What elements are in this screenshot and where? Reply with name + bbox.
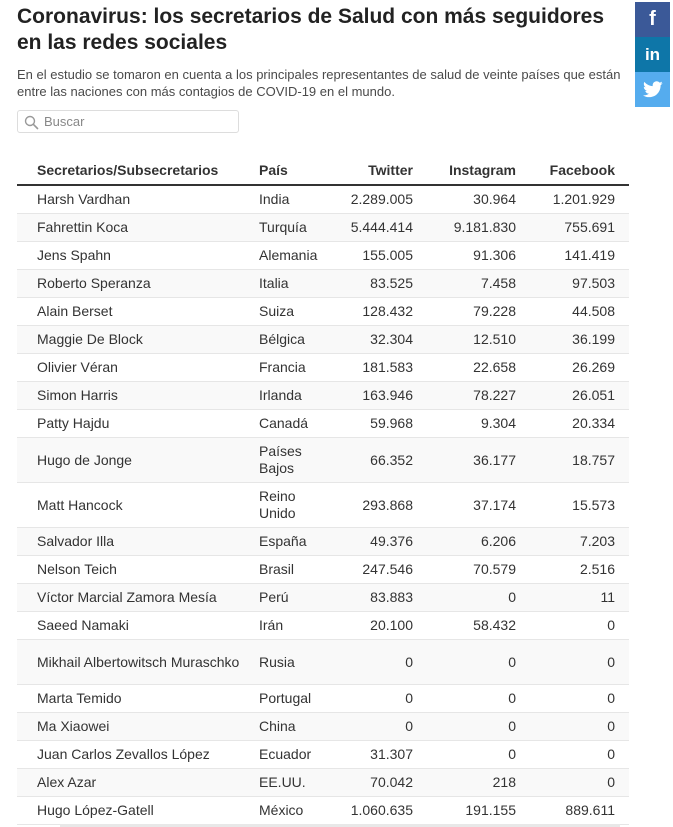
cell-instagram: 0 (413, 640, 516, 685)
cell-twitter: 20.100 (329, 612, 413, 640)
cell-country: India (259, 185, 329, 214)
linkedin-share-button[interactable] (635, 37, 670, 72)
cell-name: Hugo de Jonge (17, 438, 259, 483)
twitter-share-button[interactable] (635, 72, 670, 107)
cell-facebook: 7.203 (516, 528, 629, 556)
table-row (17, 769, 629, 797)
cell-instagram: 30.964 (413, 185, 516, 214)
table-row (17, 640, 629, 685)
cell-name: Salvador Illa (17, 528, 259, 556)
table-row (17, 483, 629, 528)
table-row (17, 354, 629, 382)
table-row (17, 410, 629, 438)
cell-country: Ecuador (259, 741, 329, 769)
cell-twitter: 70.042 (329, 769, 413, 797)
cell-twitter: 83.883 (329, 584, 413, 612)
header-name[interactable]: Secretarios/Subsecretarios (17, 156, 259, 185)
table-row (17, 242, 629, 270)
table-row (17, 713, 629, 741)
cell-name: Víctor Marcial Zamora Mesía (17, 584, 259, 612)
cell-instagram: 79.228 (413, 298, 516, 326)
cell-country: Países Bajos (259, 438, 329, 483)
cell-name: Simon Harris (17, 382, 259, 410)
cell-facebook: 755.691 (516, 214, 629, 242)
cell-country: Alemania (259, 242, 329, 270)
cell-facebook: 889.611 (516, 797, 629, 825)
cell-instagram: 0 (413, 584, 516, 612)
cell-country: Portugal (259, 685, 329, 713)
cell-facebook: 0 (516, 612, 629, 640)
table-row (17, 584, 629, 612)
cell-facebook: 1.201.929 (516, 185, 629, 214)
cell-country: China (259, 713, 329, 741)
cell-twitter: 1.060.635 (329, 797, 413, 825)
cell-twitter: 0 (329, 713, 413, 741)
cell-twitter: 49.376 (329, 528, 413, 556)
cell-instagram: 12.510 (413, 326, 516, 354)
cell-twitter: 2.289.005 (329, 185, 413, 214)
cell-instagram: 78.227 (413, 382, 516, 410)
linkedin-icon: in (644, 44, 661, 64)
cell-facebook: 0 (516, 685, 629, 713)
cell-facebook: 0 (516, 713, 629, 741)
cell-name: Jens Spahn (17, 242, 259, 270)
cell-country: Irlanda (259, 382, 329, 410)
cell-twitter: 83.525 (329, 270, 413, 298)
table-row (17, 741, 629, 769)
cell-facebook: 141.419 (516, 242, 629, 270)
cell-twitter: 32.304 (329, 326, 413, 354)
table-row (17, 185, 629, 214)
cell-facebook: 2.516 (516, 556, 629, 584)
facebook-share-button[interactable] (635, 2, 670, 37)
cell-instagram: 9.304 (413, 410, 516, 438)
cell-twitter: 0 (329, 685, 413, 713)
cell-twitter: 181.583 (329, 354, 413, 382)
cell-facebook: 44.508 (516, 298, 629, 326)
cell-country: Suiza (259, 298, 329, 326)
cell-name: Roberto Speranza (17, 270, 259, 298)
cell-name: Alex Azar (17, 769, 259, 797)
table-row (17, 556, 629, 584)
cell-country: Francia (259, 354, 329, 382)
header-country[interactable]: País (259, 156, 329, 185)
cell-twitter: 59.968 (329, 410, 413, 438)
followers-table (17, 156, 629, 825)
cell-country: Canadá (259, 410, 329, 438)
cell-twitter: 163.946 (329, 382, 413, 410)
page-subtitle: En el estudio se tomaron en cuenta a los principales representantes de salud de veinte países que están entre las naciones con más contagios de COVID-19 en el mundo. (17, 67, 621, 99)
cell-facebook: 0 (516, 741, 629, 769)
cell-instagram: 218 (413, 769, 516, 797)
cell-facebook: 36.199 (516, 326, 629, 354)
cell-twitter: 5.444.414 (329, 214, 413, 242)
cell-twitter: 293.868 (329, 483, 413, 528)
table-row (17, 685, 629, 713)
table-row (17, 326, 629, 354)
cell-name: Matt Hancock (17, 483, 259, 528)
cell-facebook: 15.573 (516, 483, 629, 528)
cell-instagram: 191.155 (413, 797, 516, 825)
cell-name: Juan Carlos Zevallos López (17, 741, 259, 769)
cell-facebook: 26.051 (516, 382, 629, 410)
cell-facebook: 0 (516, 640, 629, 685)
cell-instagram: 0 (413, 741, 516, 769)
cell-country: EE.UU. (259, 769, 329, 797)
table-body (17, 185, 629, 825)
cell-instagram: 9.181.830 (413, 214, 516, 242)
table-row (17, 298, 629, 326)
table-row (17, 438, 629, 483)
cell-instagram: 91.306 (413, 242, 516, 270)
twitter-icon (643, 81, 663, 98)
page-title: Coronavirus: los secretarios de Salud con más seguidores en las redes sociales (17, 5, 605, 54)
table-row (17, 270, 629, 298)
cell-name: Marta Temido (17, 685, 259, 713)
cell-name: Mikhail Albertowitsch Muraschko (17, 640, 259, 685)
cell-country: Reino Unido (259, 483, 329, 528)
cell-country: Irán (259, 612, 329, 640)
header-twitter[interactable]: Twitter (329, 156, 413, 185)
cell-name: Nelson Teich (17, 556, 259, 584)
cell-country: Rusia (259, 640, 329, 685)
table-header-row (17, 156, 629, 185)
cell-instagram: 0 (413, 713, 516, 741)
cell-country: Brasil (259, 556, 329, 584)
cell-facebook: 26.269 (516, 354, 629, 382)
cell-name: Olivier Véran (17, 354, 259, 382)
cell-instagram: 70.579 (413, 556, 516, 584)
cell-twitter: 128.432 (329, 298, 413, 326)
cell-facebook: 18.757 (516, 438, 629, 483)
cell-twitter: 0 (329, 640, 413, 685)
cell-name: Fahrettin Koca (17, 214, 259, 242)
cell-country: Turquía (259, 214, 329, 242)
table-row (17, 612, 629, 640)
cell-facebook: 97.503 (516, 270, 629, 298)
table-row (17, 528, 629, 556)
cell-instagram: 7.458 (413, 270, 516, 298)
table-row (17, 797, 629, 825)
cell-name: Saeed Namaki (17, 612, 259, 640)
facebook-icon: f (649, 8, 656, 30)
table-row (17, 214, 629, 242)
cell-instagram: 36.177 (413, 438, 516, 483)
cell-instagram: 37.174 (413, 483, 516, 528)
cell-country: Italia (259, 270, 329, 298)
cell-instagram: 22.658 (413, 354, 516, 382)
cell-facebook: 11 (516, 584, 629, 612)
header-instagram[interactable]: Instagram (413, 156, 516, 185)
cell-twitter: 247.546 (329, 556, 413, 584)
cell-country: México (259, 797, 329, 825)
search-input[interactable] (44, 113, 234, 130)
cell-instagram: 0 (413, 685, 516, 713)
table-row (17, 382, 629, 410)
cell-country: España (259, 528, 329, 556)
cell-name: Harsh Vardhan (17, 185, 259, 214)
cell-name: Patty Hajdu (17, 410, 259, 438)
cell-country: Bélgica (259, 326, 329, 354)
cell-facebook: 0 (516, 769, 629, 797)
search-icon (24, 115, 39, 130)
cell-twitter: 31.307 (329, 741, 413, 769)
cell-name: Ma Xiaowei (17, 713, 259, 741)
cell-twitter: 155.005 (329, 242, 413, 270)
cell-name: Alain Berset (17, 298, 259, 326)
cell-name: Hugo López-Gatell (17, 797, 259, 825)
cell-instagram: 58.432 (413, 612, 516, 640)
search-box[interactable] (17, 110, 239, 133)
header-facebook[interactable]: Facebook (516, 156, 629, 185)
cell-country: Perú (259, 584, 329, 612)
cell-name: Maggie De Block (17, 326, 259, 354)
cell-twitter: 66.352 (329, 438, 413, 483)
cell-facebook: 20.334 (516, 410, 629, 438)
cell-instagram: 6.206 (413, 528, 516, 556)
